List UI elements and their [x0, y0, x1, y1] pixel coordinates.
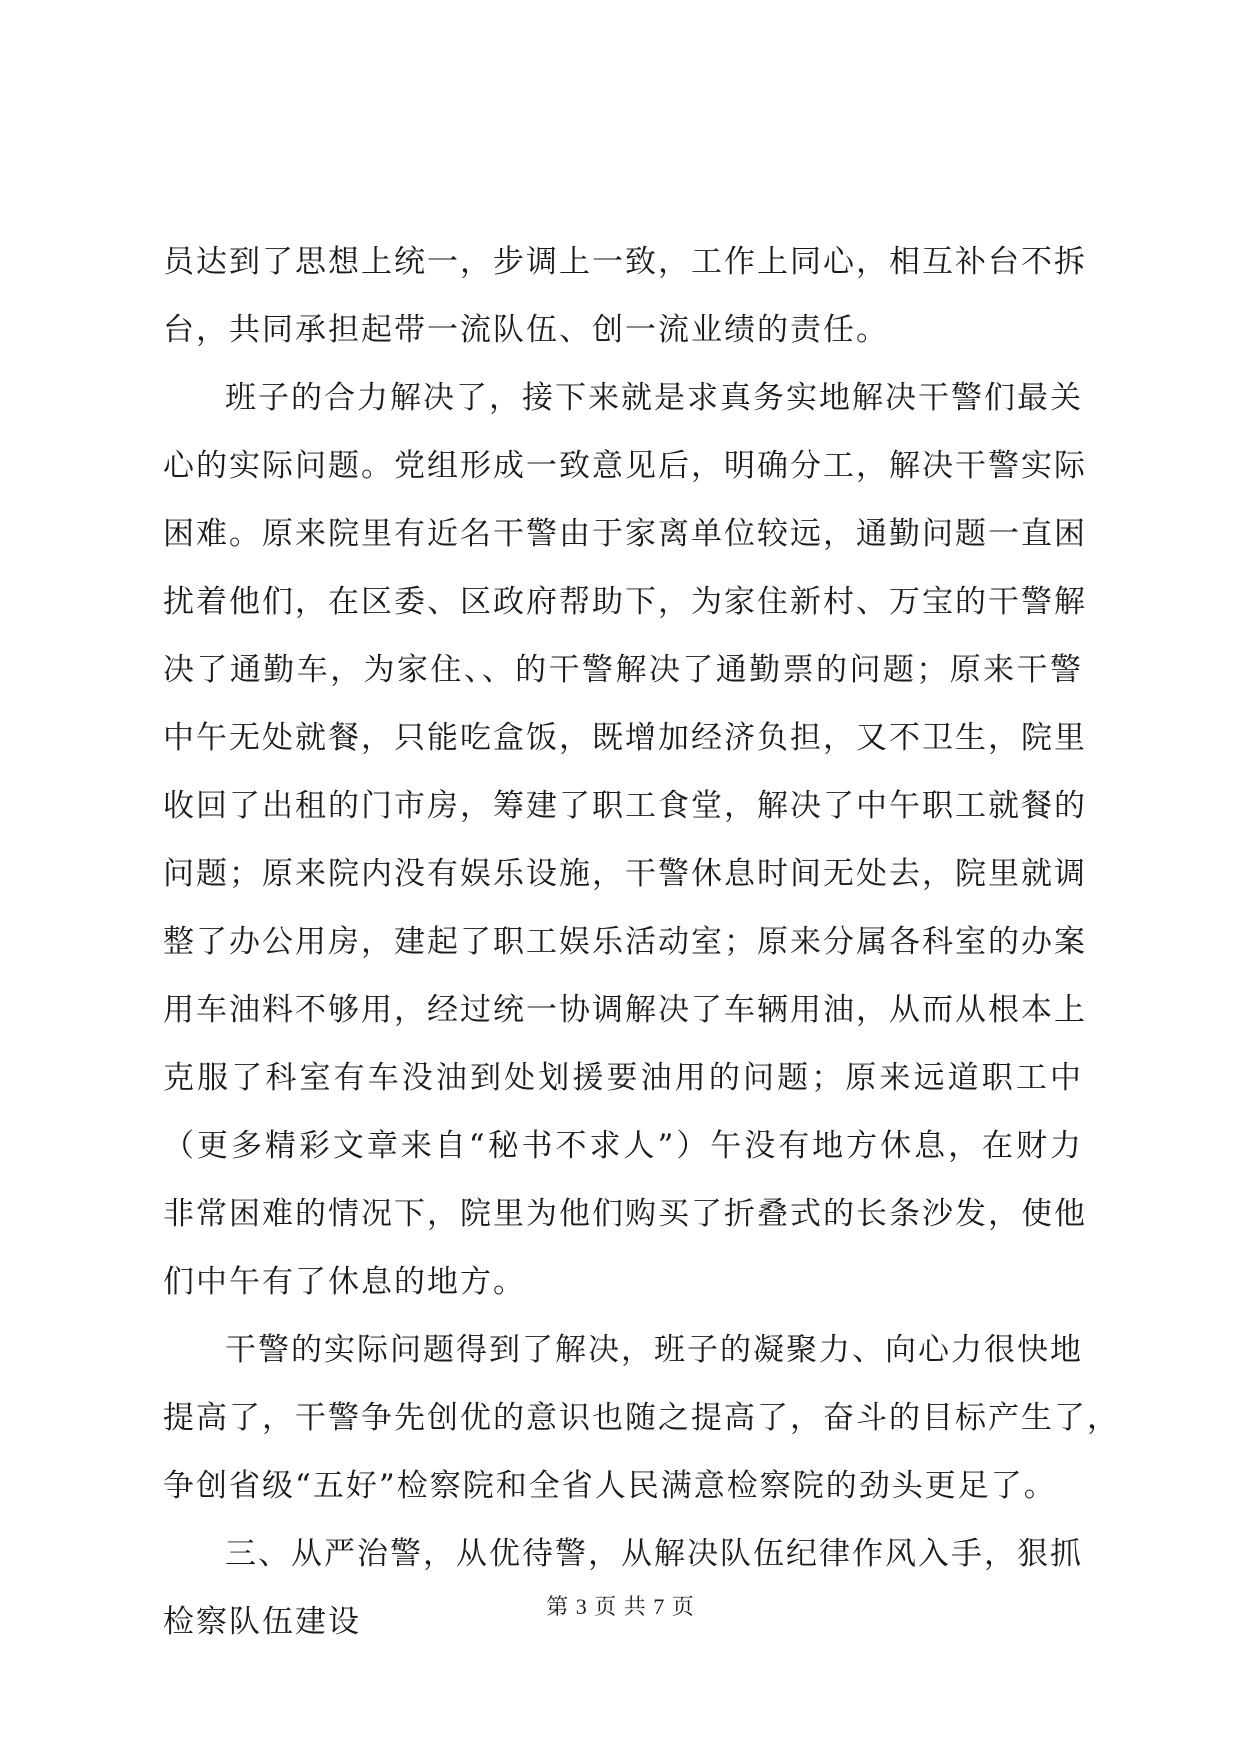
text-line: 问题；原来院内没有娱乐设施，干警休息时间无处去，院里就调 — [163, 856, 1087, 892]
text-line: 中午无处就餐，只能吃盒饭，既增加经济负担，又不卫生，院里 — [163, 720, 1087, 756]
text-line: 提高了，干警争先创优的意识也随之提高了，奋斗的目标产生了， — [163, 1400, 1120, 1436]
text-line: 争创省级“五好”检察院和全省人民满意检察院的劲头更足了。 — [163, 1468, 1057, 1504]
text-line: 决了通勤车，为家住、、的干警解决了通勤票的问题；原来干警 — [163, 652, 1083, 688]
text-line: 非常困难的情况下，院里为他们购买了折叠式的长条沙发，使他 — [163, 1196, 1087, 1232]
body-text — [163, 228, 1120, 1656]
paragraph-start-line: 干警的实际问题得到了解决，班子的凝聚力、向心力很快地 — [225, 1332, 1083, 1368]
text-line: 员达到了思想上统一，步调上一致，工作上同心，相互补台不拆 — [163, 244, 1087, 280]
text-line: 困难。原来院里有近名干警由于家离单位较远，通勤问题一直困 — [163, 516, 1087, 552]
page-number-footer: 第 3 页 共 7 页 — [546, 1594, 695, 1619]
text-line: （更多精彩文章来自“秘书不求人”）午没有地方休息，在财力 — [163, 1128, 1083, 1164]
text-line: 扰着他们，在区委、区政府帮助下，为家住新村、万宝的干警解 — [163, 584, 1087, 620]
text-line: 台，共同承担起带一流队伍、创一流业绩的责任。 — [163, 312, 889, 348]
text-line: 整了办公用房，建起了职工娱乐活动室；原来分属各科室的办案 — [163, 924, 1087, 960]
paragraph-start-line: 班子的合力解决了，接下来就是求真务实地解决干警们最关 — [225, 380, 1083, 416]
text-line: 收回了出租的门市房，筹建了职工食堂，解决了中午职工就餐的 — [163, 788, 1087, 824]
text-line: 用车油料不够用，经过统一协调解决了车辆用油，从而从根本上 — [163, 992, 1087, 1028]
section-heading-line: 检察队伍建设 — [163, 1604, 361, 1640]
text-line: 心的实际问题。党组形成一致意见后，明确分工，解决干警实际 — [163, 448, 1087, 484]
text-line: 克服了科室有车没油到处划援要油用的问题；原来远道职工中 — [163, 1060, 1083, 1096]
section-heading-line: 三、从严治警，从优待警，从解决队伍纪律作风入手，狠抓 — [225, 1536, 1083, 1572]
text-line: 们中午有了休息的地方。 — [163, 1264, 526, 1300]
